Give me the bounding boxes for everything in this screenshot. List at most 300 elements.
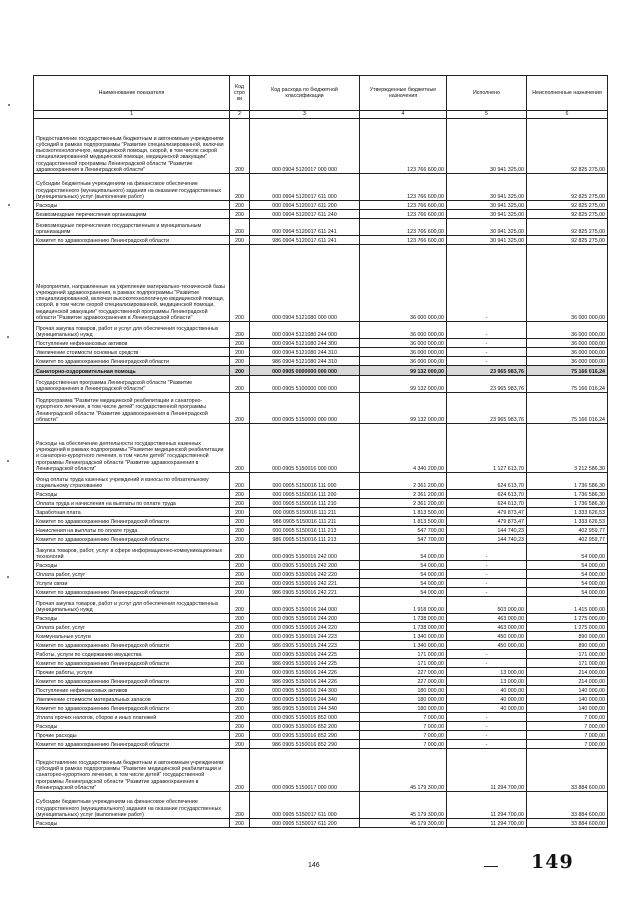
row-budget-code: 000 0905 5150016 852 000 (250, 713, 360, 722)
row-budget-code: 000 0904 5121080 244 000 (250, 322, 360, 339)
row-name: Санаторно-оздоровительная помощь (34, 366, 230, 376)
table-row (34, 588, 608, 597)
row-name: Работы, услуги по содержанию имущества (34, 650, 230, 659)
row-budget-code: 000 0905 5150016 111 000 (250, 473, 360, 490)
row-budget-code: 000 0905 5150016 244 200 (250, 614, 360, 623)
row-line-code: 200 (230, 731, 250, 740)
row-name: Комитет по здравоохранению Ленинградской области (34, 517, 230, 526)
row-budget-code: 000 0905 5100000 000 000 (250, 376, 360, 393)
table-row (34, 677, 608, 686)
column-number: 1 (34, 111, 230, 119)
row-executed: 30 941 325,00 (447, 201, 527, 210)
row-budget-code: 000 0905 5150016 111 213 (250, 526, 360, 535)
row-approved: 36 000 000,00 (360, 339, 447, 348)
row-unexecuted: 33 884 600,00 (527, 792, 608, 819)
table-row (34, 544, 608, 561)
budget-execution-table (33, 75, 608, 828)
row-executed: 624 613,70 (447, 499, 527, 508)
row-approved: 227 000,00 (360, 668, 447, 677)
row-approved: 54 000,00 (360, 561, 447, 570)
row-name: Прочие работы, услуги (34, 668, 230, 677)
row-approved: 45 179 300,00 (360, 819, 447, 828)
row-name: Увеличение стоимости материальных запасов (34, 695, 230, 704)
table-row (34, 819, 608, 828)
column-number: 2 (230, 111, 250, 119)
row-line-code: 200 (230, 695, 250, 704)
row-line-code: 200 (230, 561, 250, 570)
table-row (34, 570, 608, 579)
row-executed: - (447, 357, 527, 366)
row-line-code: 200 (230, 614, 250, 623)
table-row (34, 686, 608, 695)
row-unexecuted: 54 000,00 (527, 579, 608, 588)
row-unexecuted: 171 000,00 (527, 659, 608, 668)
row-approved: 547 700,00 (360, 526, 447, 535)
row-line-code: 200 (230, 119, 250, 174)
row-approved: 7 000,00 (360, 740, 447, 749)
row-budget-code: 986 0905 5150016 111 211 (250, 517, 360, 526)
row-line-code: 200 (230, 322, 250, 339)
row-name: Прочая закупка товаров, работ и услуг для обеспечения государственных (муниципальных) нужд (34, 322, 230, 339)
table-row (34, 366, 608, 376)
row-line-code: 200 (230, 704, 250, 713)
row-budget-code: 986 0904 5120017 611 241 (250, 236, 360, 245)
row-approved: 99 132 000,00 (360, 366, 447, 376)
table-row (34, 535, 608, 544)
row-line-code: 200 (230, 535, 250, 544)
row-executed: 23 965 983,76 (447, 376, 527, 393)
row-name: Увеличение стоимости основных средств (34, 348, 230, 357)
row-executed: - (447, 561, 527, 570)
row-budget-code: 000 0905 5150016 000 000 (250, 424, 360, 473)
row-executed: 450 000,00 (447, 632, 527, 641)
row-name: Комитет по здравоохранению Ленинградской области (34, 588, 230, 597)
row-unexecuted: 1 333 626,53 (527, 508, 608, 517)
row-name: Комитет по здравоохранению Ленинградской области (34, 641, 230, 650)
row-approved: 123 766 600,00 (360, 201, 447, 210)
row-unexecuted: 92 825 275,00 (527, 174, 608, 201)
row-approved: 1 813 500,00 (360, 508, 447, 517)
row-unexecuted: 140 000,00 (527, 695, 608, 704)
row-line-code: 200 (230, 473, 250, 490)
row-unexecuted: 7 000,00 (527, 722, 608, 731)
row-executed: - (447, 544, 527, 561)
row-unexecuted: 7 000,00 (527, 740, 608, 749)
row-approved: 1 918 000,00 (360, 597, 447, 614)
row-name: Государственная программа Ленинградской области "Развитие здравоохранения в Ленинградской области" (34, 376, 230, 393)
table-row (34, 339, 608, 348)
row-unexecuted: 75 166 016,24 (527, 393, 608, 424)
row-executed: - (447, 713, 527, 722)
row-line-code: 200 (230, 792, 250, 819)
row-approved: 2 361 200,00 (360, 490, 447, 499)
row-line-code: 200 (230, 508, 250, 517)
row-name: Расходы на обеспечение деятельности государственных казенных учреждений в рамках подпрограммы "Развитие медицинской реабилитации и санаторно-курортного лечения, в том числе детей" государственной программы Ленинградской области "Развитие здравоохранения в Ленинградской области" (34, 424, 230, 473)
scan-speck (8, 204, 10, 206)
row-budget-code: 000 0905 5150016 244 300 (250, 686, 360, 695)
row-name: Начисления на выплаты по оплате труда (34, 526, 230, 535)
row-name: Безвозмездные перечисления организациям (34, 210, 230, 219)
table-row (34, 722, 608, 731)
row-approved: 123 766 600,00 (360, 236, 447, 245)
table-row (34, 119, 608, 174)
row-executed: 1 127 613,70 (447, 424, 527, 473)
row-name: Подпрограмма "Развитие медицинской реабилитации и санаторно-курортного лечения, в том числе детей" государственной программы Ленинградской области "Развитие здравоохранения в Ленинградской области" (34, 393, 230, 424)
row-unexecuted: 92 825 275,00 (527, 236, 608, 245)
table-row (34, 668, 608, 677)
row-line-code: 200 (230, 357, 250, 366)
table-row (34, 499, 608, 508)
row-approved: 7 000,00 (360, 713, 447, 722)
scan-speck (7, 460, 9, 462)
row-executed: 463 000,00 (447, 623, 527, 632)
row-executed: 30 941 325,00 (447, 174, 527, 201)
row-unexecuted: 1 736 586,30 (527, 473, 608, 490)
table-row (34, 236, 608, 245)
row-executed: - (447, 322, 527, 339)
row-executed: - (447, 348, 527, 357)
table-row (34, 219, 608, 236)
row-line-code: 200 (230, 677, 250, 686)
table-row (34, 579, 608, 588)
row-line-code: 200 (230, 201, 250, 210)
row-executed: 30 941 325,00 (447, 236, 527, 245)
table-row (34, 508, 608, 517)
table-row (34, 641, 608, 650)
row-unexecuted: 36 000 000,00 (527, 245, 608, 322)
table-row (34, 740, 608, 749)
row-name: Субсидии бюджетным учреждениям на финансовое обеспечение государственного (муниципального) задания на оказание государственных (муниципальных) услуг (выполнение работ) (34, 792, 230, 819)
row-approved: 99 132 000,00 (360, 376, 447, 393)
row-budget-code: 986 0905 5150016 242 221 (250, 588, 360, 597)
row-name: Поступление нефинансовых активов (34, 686, 230, 695)
row-line-code: 200 (230, 749, 250, 792)
row-budget-code: 000 0905 5150016 242 220 (250, 570, 360, 579)
row-budget-code: 986 0905 5150016 244 340 (250, 704, 360, 713)
header-unexecuted: Неисполненные назначения (527, 76, 608, 111)
row-executed: - (447, 731, 527, 740)
row-approved: 1 738 000,00 (360, 614, 447, 623)
row-line-code: 200 (230, 517, 250, 526)
row-executed: - (447, 570, 527, 579)
row-budget-code: 000 0905 5150016 111 211 (250, 508, 360, 517)
row-unexecuted: 7 000,00 (527, 731, 608, 740)
row-executed: 624 613,70 (447, 490, 527, 499)
row-approved: 36 000 000,00 (360, 348, 447, 357)
table-row (34, 704, 608, 713)
row-executed: 503 000,00 (447, 597, 527, 614)
row-executed: 463 000,00 (447, 614, 527, 623)
row-budget-code: 986 0904 5121080 244 310 (250, 357, 360, 366)
row-line-code: 200 (230, 650, 250, 659)
row-name: Комитет по здравоохранению Ленинградской области (34, 677, 230, 686)
row-line-code: 200 (230, 424, 250, 473)
row-approved: 54 000,00 (360, 544, 447, 561)
row-unexecuted: 3 212 586,30 (527, 424, 608, 473)
table-row (34, 749, 608, 792)
table-row (34, 393, 608, 424)
row-unexecuted: 171 000,00 (527, 650, 608, 659)
row-approved: 1 813 500,00 (360, 517, 447, 526)
row-executed: - (447, 245, 527, 322)
table-row (34, 201, 608, 210)
row-unexecuted: 33 884 600,00 (527, 749, 608, 792)
row-approved: 36 000 000,00 (360, 357, 447, 366)
table-row (34, 322, 608, 339)
row-executed: 23 965 983,76 (447, 393, 527, 424)
table-row (34, 597, 608, 614)
row-budget-code: 000 0905 5150016 244 223 (250, 632, 360, 641)
row-executed: 40 000,00 (447, 695, 527, 704)
column-number-row (34, 111, 608, 119)
row-name: Комитет по здравоохранению Ленинградской области (34, 236, 230, 245)
row-unexecuted: 92 825 275,00 (527, 210, 608, 219)
row-line-code: 200 (230, 499, 250, 508)
row-unexecuted: 36 000 000,00 (527, 348, 608, 357)
row-name: Комитет по здравоохранению Ленинградской области (34, 704, 230, 713)
row-approved: 123 766 600,00 (360, 210, 447, 219)
row-line-code: 200 (230, 632, 250, 641)
row-name: Комитет по здравоохранению Ленинградской области (34, 535, 230, 544)
row-line-code: 200 (230, 819, 250, 828)
table-row (34, 713, 608, 722)
row-budget-code: 000 0905 5150017 611 200 (250, 819, 360, 828)
table-row (34, 623, 608, 632)
header-line-code: Код стро ки (230, 76, 250, 111)
scan-speck (8, 104, 10, 106)
stamp-dash (484, 866, 498, 867)
row-budget-code: 000 0905 5150017 000 000 (250, 749, 360, 792)
header-approved: Утвержденные бюджетные назначения (360, 76, 447, 111)
row-unexecuted: 1 333 626,53 (527, 517, 608, 526)
row-approved: 45 179 300,00 (360, 792, 447, 819)
table-row (34, 348, 608, 357)
row-executed: 30 941 325,00 (447, 219, 527, 236)
column-number: 5 (447, 111, 527, 119)
table-header-row (34, 76, 608, 111)
header-name: Наименование показателя (34, 76, 230, 111)
row-budget-code: 000 0904 5121080 000 000 (250, 245, 360, 322)
row-line-code: 200 (230, 686, 250, 695)
row-unexecuted: 54 000,00 (527, 544, 608, 561)
row-approved: 123 766 600,00 (360, 219, 447, 236)
row-line-code: 200 (230, 339, 250, 348)
row-approved: 7 000,00 (360, 731, 447, 740)
row-budget-code: 986 0905 5150016 244 225 (250, 659, 360, 668)
row-line-code: 200 (230, 740, 250, 749)
page-number: 146 (308, 862, 320, 869)
row-budget-code: 000 0904 5120017 000 000 (250, 119, 360, 174)
row-line-code: 200 (230, 544, 250, 561)
row-name: Прочие расходы (34, 731, 230, 740)
row-name: Расходы (34, 201, 230, 210)
table-row (34, 210, 608, 219)
table-row (34, 650, 608, 659)
table-row (34, 357, 608, 366)
row-budget-code: 000 0905 5150016 852 290 (250, 731, 360, 740)
row-line-code: 200 (230, 376, 250, 393)
row-budget-code: 000 0905 5150016 242 200 (250, 561, 360, 570)
row-budget-code: 000 0905 5150016 111 200 (250, 490, 360, 499)
row-name: Закупка товаров, работ, услуг в сфере информационно-коммуникационных технологий (34, 544, 230, 561)
table-row (34, 614, 608, 623)
row-approved: 171 000,00 (360, 659, 447, 668)
row-unexecuted: 7 000,00 (527, 713, 608, 722)
table-row (34, 245, 608, 322)
table-row (34, 792, 608, 819)
row-approved: 7 000,00 (360, 722, 447, 731)
row-unexecuted: 402 959,77 (527, 535, 608, 544)
row-name: Оплата работ, услуг (34, 623, 230, 632)
row-name: Расходы (34, 561, 230, 570)
row-approved: 99 132 000,00 (360, 393, 447, 424)
row-approved: 227 000,00 (360, 677, 447, 686)
row-executed: 13 000,00 (447, 677, 527, 686)
row-name: Мероприятия, направленные на укрепление материально-технической базы учреждений здравоохранения, в рамках подпрограммы "Развитие специализированной, включая высокотехнологичную медицинской помощи, скорой, в том числе скорой специализированной, медицинской помощи, медицинской эвакуации" государственной программы Ленинградской области "Развитие здравоохранения в Ленинградской области" (34, 245, 230, 322)
row-approved: 1 340 000,00 (360, 632, 447, 641)
row-executed: - (447, 722, 527, 731)
row-budget-code: 000 0905 5150017 611 000 (250, 792, 360, 819)
row-approved: 54 000,00 (360, 588, 447, 597)
row-line-code: 200 (230, 659, 250, 668)
column-number: 6 (527, 111, 608, 119)
row-executed: 479 873,47 (447, 517, 527, 526)
header-executed: Исполнено (447, 76, 527, 111)
row-line-code: 200 (230, 641, 250, 650)
row-budget-code: 000 0905 0000000 000 000 (250, 366, 360, 376)
row-unexecuted: 75 166 016,24 (527, 376, 608, 393)
row-budget-code: 000 0905 5150016 852 200 (250, 722, 360, 731)
row-line-code: 200 (230, 668, 250, 677)
row-name: Комитет по здравоохранению Ленинградской области (34, 357, 230, 366)
row-executed: - (447, 579, 527, 588)
row-name: Уплата прочих налогов, сборов и иных платежей (34, 713, 230, 722)
row-budget-code: 000 0904 5120017 611 241 (250, 219, 360, 236)
row-name: Расходы (34, 614, 230, 623)
row-budget-code: 000 0904 5120017 611 240 (250, 210, 360, 219)
column-number: 4 (360, 111, 447, 119)
row-budget-code: 986 0905 5150016 244 223 (250, 641, 360, 650)
row-line-code: 200 (230, 570, 250, 579)
row-line-code: 200 (230, 210, 250, 219)
row-name: Предоставление государственным бюджетным и автономным учреждениям субсидий в рамках подпрограммы "Развитие специализированной, включая высокотехнологичную, медицинской помощи, скорой, в том числе скорой специализированной медицинской помощи, медицинской эвакуации" государственной программы Ленинградской области "Развитие здравоохранения в Ленинградской области" (34, 119, 230, 174)
table-row (34, 473, 608, 490)
row-budget-code: 000 0905 5150016 242 221 (250, 579, 360, 588)
row-approved: 180 000,00 (360, 686, 447, 695)
row-unexecuted: 36 000 000,00 (527, 357, 608, 366)
row-name: Коммунальные услуги (34, 632, 230, 641)
row-approved: 180 000,00 (360, 704, 447, 713)
row-line-code: 200 (230, 713, 250, 722)
row-name: Комитет по здравоохранению Ленинградской области (34, 740, 230, 749)
row-unexecuted: 36 000 000,00 (527, 322, 608, 339)
row-budget-code: 000 0904 5120017 611 000 (250, 174, 360, 201)
row-unexecuted: 140 000,00 (527, 704, 608, 713)
row-approved: 1 738 000,00 (360, 623, 447, 632)
row-approved: 54 000,00 (360, 579, 447, 588)
row-name: Услуги связи (34, 579, 230, 588)
row-executed: - (447, 339, 527, 348)
table-row (34, 517, 608, 526)
row-unexecuted: 214 000,00 (527, 677, 608, 686)
row-unexecuted: 1 415 000,00 (527, 597, 608, 614)
table-row (34, 174, 608, 201)
row-executed: 450 000,00 (447, 641, 527, 650)
stamped-page-number: 149 (531, 851, 574, 873)
row-budget-code: 000 0904 5120017 611 200 (250, 201, 360, 210)
row-line-code: 200 (230, 490, 250, 499)
row-approved: 45 179 300,00 (360, 749, 447, 792)
row-approved: 4 340 200,00 (360, 424, 447, 473)
row-name: Предоставление государственным бюджетным и автономным учреждениям субсидий в рамках подпрограммы "Развитие медицинской реабилитации и санаторно-курортного лечения, в том числе детей" государственной программы Ленинградской области "Развитие здравоохранения в Ленинградской области" (34, 749, 230, 792)
row-approved: 36 000 000,00 (360, 245, 447, 322)
row-executed: 479 873,47 (447, 508, 527, 517)
row-approved: 123 766 600,00 (360, 119, 447, 174)
row-name: Оплата работ, услуг (34, 570, 230, 579)
row-executed: 11 294 700,00 (447, 749, 527, 792)
row-name: Поступление нефинансовых активов (34, 339, 230, 348)
row-name: Заработная плата (34, 508, 230, 517)
row-line-code: 200 (230, 526, 250, 535)
row-unexecuted: 1 275 000,00 (527, 623, 608, 632)
header-budget-code: Код расхода по бюджетной классификации (250, 76, 360, 111)
row-approved: 1 340 000,00 (360, 641, 447, 650)
row-unexecuted: 36 000 000,00 (527, 339, 608, 348)
scan-speck (7, 336, 9, 338)
row-executed: 144 740,23 (447, 526, 527, 535)
row-executed: 40 000,00 (447, 686, 527, 695)
row-unexecuted: 75 166 016,24 (527, 366, 608, 376)
row-name: Прочая закупка товаров, работ и услуг для обеспечения государственных (муниципальных) нужд (34, 597, 230, 614)
row-executed: 13 000,00 (447, 668, 527, 677)
row-unexecuted: 1 275 000,00 (527, 614, 608, 623)
row-name: Комитет по здравоохранению Ленинградской области (34, 659, 230, 668)
row-unexecuted: 54 000,00 (527, 561, 608, 570)
row-budget-code: 000 0904 5121080 244 300 (250, 339, 360, 348)
row-budget-code: 000 0904 5121080 244 310 (250, 348, 360, 357)
table-row (34, 632, 608, 641)
row-name: Расходы (34, 490, 230, 499)
row-unexecuted: 92 825 275,00 (527, 219, 608, 236)
row-executed: 11 294 700,00 (447, 819, 527, 828)
row-unexecuted: 92 825 275,00 (527, 119, 608, 174)
table-row (34, 526, 608, 535)
row-executed: 624 613,70 (447, 473, 527, 490)
row-unexecuted: 54 000,00 (527, 588, 608, 597)
row-unexecuted: 54 000,00 (527, 570, 608, 579)
row-approved: 36 000 000,00 (360, 322, 447, 339)
row-line-code: 200 (230, 588, 250, 597)
table-row (34, 490, 608, 499)
row-executed: - (447, 740, 527, 749)
row-line-code: 200 (230, 245, 250, 322)
row-approved: 171 000,00 (360, 650, 447, 659)
table-row (34, 659, 608, 668)
row-approved: 2 361 200,00 (360, 499, 447, 508)
row-approved: 180 000,00 (360, 695, 447, 704)
row-budget-code: 000 0905 5150016 244 000 (250, 597, 360, 614)
row-executed: 23 965 983,76 (447, 366, 527, 376)
table-row (34, 376, 608, 393)
row-executed: 30 941 325,00 (447, 210, 527, 219)
row-executed: 11 294 700,00 (447, 792, 527, 819)
row-unexecuted: 1 736 586,30 (527, 499, 608, 508)
row-budget-code: 000 0905 5150016 111 210 (250, 499, 360, 508)
row-approved: 547 700,00 (360, 535, 447, 544)
row-line-code: 200 (230, 597, 250, 614)
row-line-code: 200 (230, 366, 250, 376)
row-unexecuted: 890 000,00 (527, 632, 608, 641)
